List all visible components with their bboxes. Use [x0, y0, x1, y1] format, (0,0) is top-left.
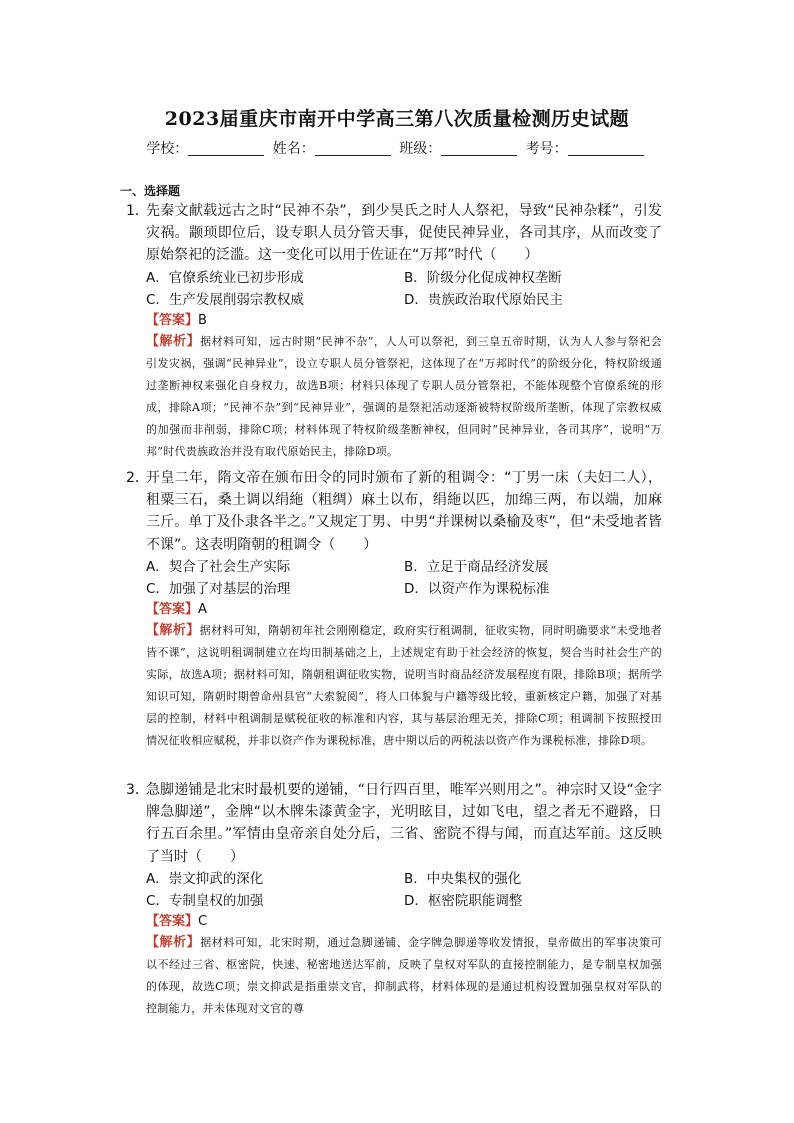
class-blank[interactable]: [441, 141, 517, 156]
option-d: D．以资产作为课税标准: [404, 580, 550, 597]
answer-line: [146, 600, 662, 620]
analysis-text: 据材料可知，隋朝初年社会刚刚稳定，政府实行租调制，征收实物，同时明确要求“未受地者皆不课”，这说明租调制建立在均田制基础之上，上述规定有助于社会经济的恢复，契合当时社会生产的实际，故选A项；据材料可知，隋朝租调征收实物，说明当时商品经济发展程度有限，排除B项；据所学知识可知，隋朝时期曾命州县官“大索貌阅”，将人口体貌与户籍等级比较，重新核定户籍，加强了对基层的控制，材料中租调制是赋税征收的标准和内容，其与基层治理无关，排除C项；租调制下按照授田情况征收相应赋税，并非以资产作为课税标准，唐中期以后的两税法以资产作为课税标准，排除D项。: [146, 623, 663, 747]
exam-number-blank[interactable]: [568, 141, 644, 156]
analysis-text: 据材料可知，远古时期“民神不杂”，人人可以祭祀，到三皇五帝时期，认为人人参与祭祀会引发灾祸，强调“民神异业”，设立专职人员分管祭祀，这体现了在“万邦时代”的阶级分化，特权阶级通过垄断神权来强化自身权力，故选B项；材料只体现了专职人员分管祭祀，不能体现整个官僚系统的形成，排除A项；“民神不杂”到“民神异业”，强调的是祭祀活动逐渐被特权阶级所垄断，体现了宗教权威的加强而非削弱，排除C项；材料体现了特权阶级垄断神权，但同时“民神异业，各司其序”，说明“万邦”时代贵族政治并没有取代原始民主，排除D项。: [146, 334, 663, 458]
question-2: [126, 467, 662, 752]
answer-line: [146, 912, 662, 932]
question-number: 1．: [126, 203, 149, 219]
school-label: 学校：: [146, 141, 189, 157]
question-number: 3．: [126, 782, 149, 798]
exam-number-label: 考号：: [525, 141, 568, 157]
option-b: B．阶级分化促成神权垄断: [404, 269, 562, 286]
options: [146, 267, 662, 311]
option-c: C．生产发展削弱宗教权威: [146, 291, 304, 308]
answer-tag: 【答案】: [146, 601, 199, 617]
analysis-text: 据材料可知，北宋时期，通过急脚递铺、金字牌急脚递等收发情报，皇帝做出的军事决策可以不经过三省、枢密院，快速、秘密地送达军前，反映了皇权对军队的直接控制能力，是专制皇权加强的体现，故选C项；崇文抑武是指重崇文官，抑制武将，材料体现的是通过机构设置加强皇权对军队的控制能力，并未体现对文官的尊: [146, 935, 663, 1015]
page-title: 2023届重庆市南开中学高三第八次质量检测历史试题: [164, 108, 630, 130]
answer-value: A: [198, 601, 207, 617]
student-info-line: [0, 138, 794, 158]
option-d: D．贵族政治取代原始民主: [404, 291, 563, 308]
option-d: D．枢密院职能调整: [404, 892, 523, 909]
question-number: 2．: [126, 470, 149, 486]
answer-line: [146, 311, 662, 331]
option-a: A．崇文抑武的深化: [146, 870, 264, 887]
question-stem: 开皇二年，隋文帝在颁布田令的同时颁布了新的租调令：“丁男一床（夫妇二人），租粟三石，桑土调以绢絁（粗绸）麻土以布，绢絁以匹，加绵三两，布以端，加麻三斤。单丁及仆隶各半之。”又规定丁男、中男“并课树以桑榆及枣”，但“未受地者皆不课”。这表明隋朝的租调令（ ）: [146, 470, 662, 553]
question-stem: 先秦文献载远古之时“民神不杂”，到少昊氏之时人人祭祀，导致“民神杂糅”，引发灾祸。颛顼即位后，设专职人员分管天事，促使民神异业，各司其序，从而改变了原始祭祀的泛滥。这一变化可以用于佐证在“万邦”时代（ ）: [146, 203, 662, 264]
option-a: A．契合了社会生产实际: [146, 558, 291, 575]
option-b: B．中央集权的强化: [404, 870, 522, 887]
name-blank[interactable]: [315, 141, 391, 156]
option-c: C．专制皇权的加强: [146, 892, 264, 909]
answer-value: B: [198, 312, 207, 328]
analysis-tag: 【解析】: [146, 622, 200, 638]
analysis: [146, 620, 662, 752]
name-label: 姓名：: [272, 141, 315, 157]
analysis: [146, 331, 662, 463]
question-3: [126, 779, 662, 1020]
question-stem: 急脚递铺是北宋时最机要的递铺，“日行四百里，唯军兴则用之”。神宗时又设“金字牌急脚递”，金牌“以木牌朱漆黄金字，光明眩目，过如飞电，望之者无不避路，日行五百余里。”军情由皇帝亲自处分后，三省、密院不得与闻，而直达军前。这反映了当时（ ）: [146, 782, 662, 865]
option-a: A．官僚系统业已初步形成: [146, 269, 304, 286]
options: [146, 556, 662, 600]
option-c: C．加强了对基层的治理: [146, 580, 291, 597]
class-label: 班级：: [399, 141, 442, 157]
analysis-tag: 【解析】: [146, 333, 201, 349]
answer-value: C: [198, 913, 208, 929]
analysis-tag: 【解析】: [146, 934, 201, 950]
question-1: [126, 200, 662, 463]
options: [146, 868, 662, 912]
answer-tag: 【答案】: [146, 312, 199, 328]
school-blank[interactable]: [188, 141, 264, 156]
analysis: [146, 932, 662, 1020]
option-b: B．立足于商品经济发展: [404, 558, 549, 575]
section-heading: 一、选择题: [120, 184, 181, 198]
answer-tag: 【答案】: [146, 913, 199, 929]
